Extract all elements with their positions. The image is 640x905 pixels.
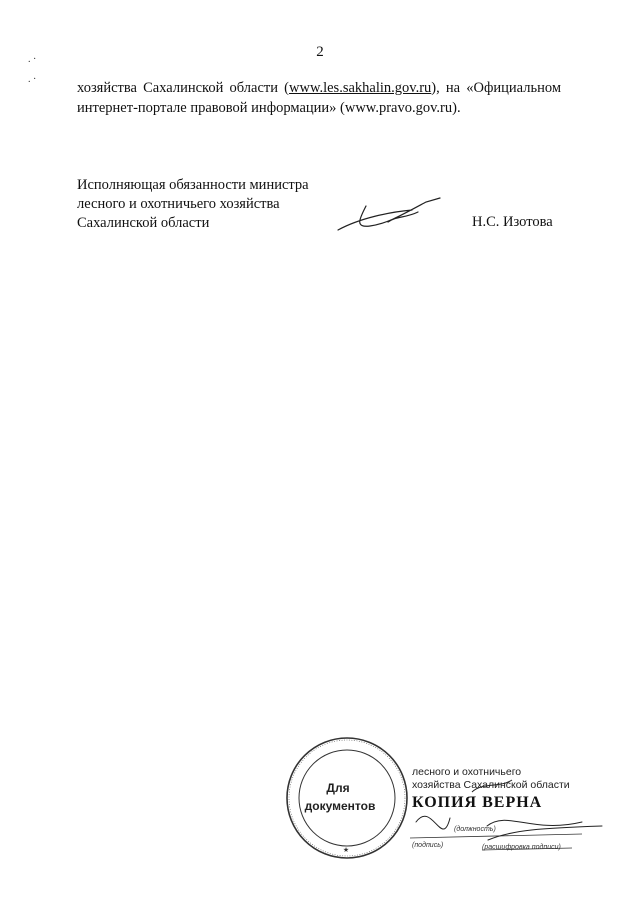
position-line: Исполняющая обязанности министра xyxy=(77,177,309,193)
handwritten-signature xyxy=(330,188,450,238)
website-link[interactable]: www.les.sakhalin.gov.ru xyxy=(289,80,432,96)
body-paragraph xyxy=(77,78,561,118)
svg-text:документов: документов xyxy=(304,799,376,813)
svg-text:★: ★ xyxy=(342,847,350,854)
stamp-org-line: хозяйства Сахалинской области xyxy=(412,779,570,791)
position-line: Сахалинской области xyxy=(77,215,210,231)
svg-text:Для: Для xyxy=(326,781,350,795)
stamp-org-line: лесного и охотничьего xyxy=(412,766,522,778)
caption-signature: (подпись) xyxy=(412,842,444,849)
body-text-part: ), на «Официальном интернет-портале правовой информации» (www.pravo.gov.ru). xyxy=(77,80,561,116)
body-text-part: хозяйства Сахалинской области ( xyxy=(77,80,289,96)
position-line: лесного и охотничьего хозяйства xyxy=(77,196,280,212)
caption-position: (должность) xyxy=(454,826,496,833)
page-number: 2 xyxy=(316,44,324,60)
copy-certification xyxy=(412,766,612,812)
caption-decoding: (расшифровка подписи) xyxy=(482,844,561,851)
signatory-name: Н.С. Изотова xyxy=(472,214,553,230)
certification-stamp xyxy=(282,730,612,870)
copy-verified-title: КОПИЯ ВЕРНА xyxy=(412,794,543,811)
signatory-position xyxy=(77,176,309,233)
margin-marks: . · . · xyxy=(28,54,37,85)
